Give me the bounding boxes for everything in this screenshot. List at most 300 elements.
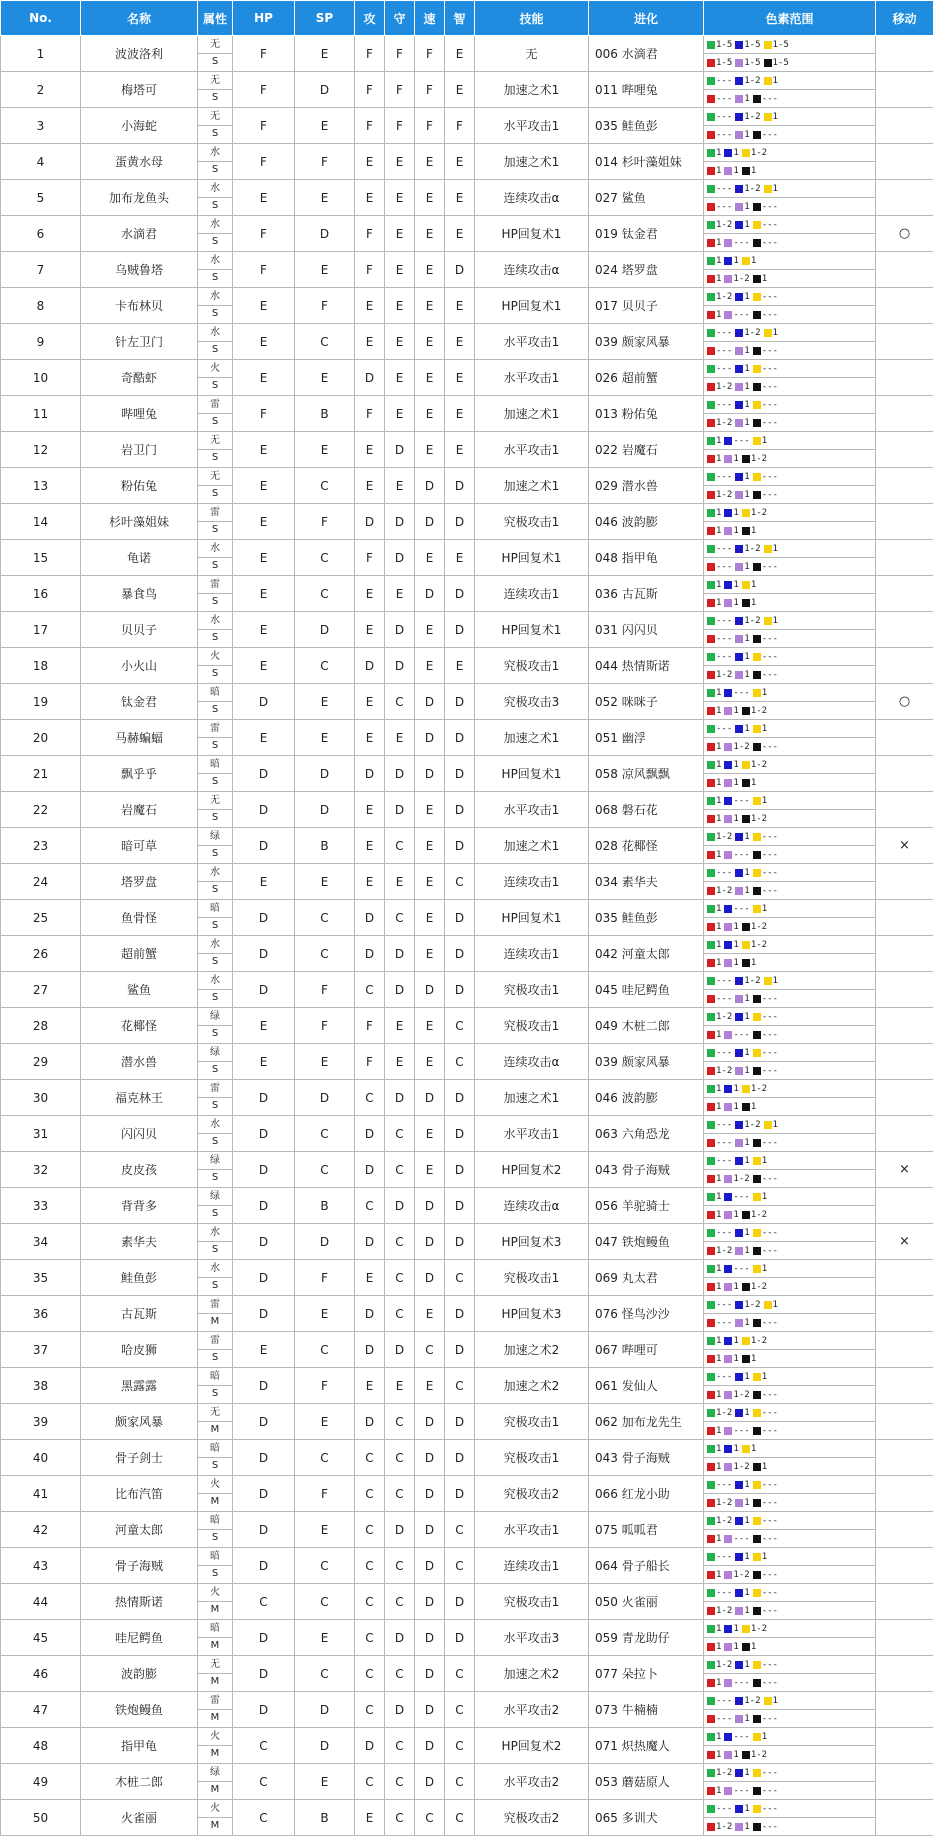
color-range-value: --- xyxy=(761,1011,778,1022)
color-range-value: --- xyxy=(716,867,733,878)
cell-hp: E xyxy=(233,432,295,468)
cell-sp: E xyxy=(295,360,355,396)
color-range-line xyxy=(704,1260,875,1278)
cell-move xyxy=(876,1116,933,1152)
color-range-line xyxy=(704,540,875,558)
cell-name: 木桩二郎 xyxy=(81,1764,198,1800)
cell-skill: 水平攻击1 xyxy=(475,324,589,360)
cell-name: 哇尼鳄鱼 xyxy=(81,1620,198,1656)
cell-color-range xyxy=(704,648,876,684)
cell-attr xyxy=(198,252,233,288)
color-range-line xyxy=(704,1152,875,1170)
cell-attr xyxy=(198,576,233,612)
cell-hp: D xyxy=(233,1296,295,1332)
color-range-value: --- xyxy=(716,327,733,338)
cell-skill: 水平攻击2 xyxy=(475,1692,589,1728)
table-body xyxy=(1,36,933,1836)
cell-name: 针左卫门 xyxy=(81,324,198,360)
cell-skill: 究极攻击1 xyxy=(475,1440,589,1476)
table-row xyxy=(1,1224,933,1260)
cell-skill: 加速之术1 xyxy=(475,396,589,432)
color-range-value: 1 xyxy=(750,1641,757,1652)
yellow-swatch xyxy=(764,113,772,121)
color-range-line xyxy=(704,1548,875,1566)
green-swatch xyxy=(707,1733,715,1741)
blue-swatch xyxy=(735,1013,743,1021)
cell-color-range xyxy=(704,108,876,144)
color-range-value: 1 xyxy=(761,1731,768,1742)
cell-skill: 连续攻击α xyxy=(475,1044,589,1080)
attr-element: 暗 xyxy=(198,1513,232,1531)
color-range-value: 1 xyxy=(716,705,722,716)
purple-swatch xyxy=(724,1283,732,1291)
cell-hp: F xyxy=(233,396,295,432)
cell-skill: 究极攻击3 xyxy=(475,684,589,720)
color-range-line xyxy=(704,666,875,683)
cell-attr xyxy=(198,972,233,1008)
cell-skill: 连续攻击α xyxy=(475,180,589,216)
cell-color-range xyxy=(704,1764,876,1800)
cell-sp: E xyxy=(295,720,355,756)
color-range-value: --- xyxy=(733,309,750,320)
table-row xyxy=(1,828,933,864)
table-row xyxy=(1,324,933,360)
color-range-value: 1-2 xyxy=(716,1821,733,1832)
cell-skill: 加速之术2 xyxy=(475,1656,589,1692)
cell-sp: F xyxy=(295,288,355,324)
color-range-line xyxy=(704,1332,875,1350)
cell-spd: D xyxy=(415,1476,445,1512)
purple-swatch xyxy=(724,455,732,463)
cell-no: 9 xyxy=(1,324,81,360)
yellow-swatch xyxy=(753,1229,761,1237)
color-range-value: 1 xyxy=(744,831,750,842)
cell-hp: D xyxy=(233,1476,295,1512)
cell-name: 福克林王 xyxy=(81,1080,198,1116)
green-swatch xyxy=(707,185,715,193)
cell-sp: E xyxy=(295,432,355,468)
cell-int: C xyxy=(445,1044,475,1080)
cell-skill: 连续攻击1 xyxy=(475,576,589,612)
purple-swatch xyxy=(735,1715,743,1723)
cell-evo: 073 牛楠楠 xyxy=(589,1692,704,1728)
cell-move xyxy=(876,1548,933,1584)
color-range-value: 1-2 xyxy=(716,417,733,428)
cell-color-range xyxy=(704,432,876,468)
cell-color-range xyxy=(704,720,876,756)
cell-move xyxy=(876,144,933,180)
purple-swatch xyxy=(735,635,743,643)
color-range-line xyxy=(704,1170,875,1187)
cell-no: 35 xyxy=(1,1260,81,1296)
purple-swatch xyxy=(724,779,732,787)
color-range-value: 1-2 xyxy=(750,705,768,716)
cell-int: C xyxy=(445,864,475,900)
purple-swatch xyxy=(735,131,743,139)
color-range-value: 1 xyxy=(716,1443,722,1454)
attr-element: 水 xyxy=(198,1117,232,1135)
cell-name: 暴食鸟 xyxy=(81,576,198,612)
cell-color-range xyxy=(704,576,876,612)
table-row xyxy=(1,1620,933,1656)
cell-move xyxy=(876,648,933,684)
color-range-value: 1 xyxy=(716,741,722,752)
cell-hp: C xyxy=(233,1584,295,1620)
color-range-value: --- xyxy=(733,435,750,446)
color-range-value: --- xyxy=(761,471,778,482)
cell-color-range xyxy=(704,324,876,360)
color-range-value: --- xyxy=(733,1731,750,1742)
cell-hp: D xyxy=(233,1188,295,1224)
attr-size: S xyxy=(211,992,219,1004)
color-range-value: 1 xyxy=(733,579,739,590)
cell-color-range xyxy=(704,1008,876,1044)
cell-name: 火雀丽 xyxy=(81,1800,198,1836)
color-range-value: 1 xyxy=(716,525,722,536)
color-range-value: 1 xyxy=(750,255,757,266)
cell-evo: 035 鲑鱼彭 xyxy=(589,900,704,936)
purple-swatch xyxy=(735,1823,743,1831)
black-swatch xyxy=(753,1535,761,1543)
color-range-value: --- xyxy=(733,1425,750,1436)
red-swatch xyxy=(707,743,715,751)
color-range-value: 1 xyxy=(744,291,750,302)
color-range-value: 1-2 xyxy=(733,741,750,752)
cell-sp: E xyxy=(295,180,355,216)
color-range-value: 1 xyxy=(716,597,722,608)
cell-int: C xyxy=(445,1548,475,1584)
cell-color-range xyxy=(704,1512,876,1548)
cell-sp: B xyxy=(295,1800,355,1836)
color-range-line xyxy=(704,1566,875,1583)
color-range-value: 1 xyxy=(761,1155,768,1166)
green-swatch xyxy=(707,1553,715,1561)
cell-spd: E xyxy=(415,144,445,180)
cell-sp: D xyxy=(295,756,355,792)
blue-swatch xyxy=(735,977,743,985)
cell-def: E xyxy=(385,576,415,612)
color-range-value: --- xyxy=(761,1137,778,1148)
cell-name: 鲨鱼 xyxy=(81,972,198,1008)
cell-name: 骨子海贼 xyxy=(81,1548,198,1584)
cell-color-range xyxy=(704,180,876,216)
cell-move xyxy=(876,36,933,72)
black-swatch xyxy=(742,815,750,823)
cell-evo: 017 贝贝子 xyxy=(589,288,704,324)
color-range-value: --- xyxy=(761,1821,778,1832)
cell-atk: C xyxy=(355,1512,385,1548)
color-range-value: --- xyxy=(716,1695,733,1706)
cell-int: D xyxy=(445,684,475,720)
cell-color-range xyxy=(704,36,876,72)
color-range-value: --- xyxy=(761,849,778,860)
color-range-value: --- xyxy=(761,1065,778,1076)
cell-attr xyxy=(198,1764,233,1800)
black-swatch xyxy=(753,1319,761,1327)
green-swatch xyxy=(707,653,715,661)
cell-evo: 061 发仙人 xyxy=(589,1368,704,1404)
purple-swatch xyxy=(724,1031,732,1039)
table-row xyxy=(1,1692,933,1728)
color-range-value: --- xyxy=(716,1587,733,1598)
blue-swatch xyxy=(724,689,732,697)
green-swatch xyxy=(707,257,715,265)
cell-name: 粉佑兔 xyxy=(81,468,198,504)
cell-def: C xyxy=(385,1152,415,1188)
table-row xyxy=(1,1656,933,1692)
cell-no: 23 xyxy=(1,828,81,864)
color-range-value: --- xyxy=(733,1263,750,1274)
cell-attr xyxy=(198,1584,233,1620)
yellow-swatch xyxy=(764,1301,772,1309)
color-range-value: 1 xyxy=(716,255,722,266)
table-row xyxy=(1,1260,933,1296)
green-swatch xyxy=(707,1445,715,1453)
color-range-value: 1 xyxy=(733,1443,739,1454)
color-range-value: 1 xyxy=(761,1551,768,1562)
table-row xyxy=(1,1548,933,1584)
color-range-value: 1 xyxy=(772,543,778,554)
cell-hp: F xyxy=(233,216,295,252)
red-swatch xyxy=(707,383,715,391)
color-range-value: --- xyxy=(716,633,733,644)
blue-swatch xyxy=(735,329,743,337)
color-range-line xyxy=(704,558,875,575)
color-range-line xyxy=(704,1764,875,1782)
attr-element: 无 xyxy=(198,793,232,811)
cell-atk: E xyxy=(355,1368,385,1404)
color-range-line xyxy=(704,1728,875,1746)
color-range-value: 1 xyxy=(761,903,768,914)
green-swatch xyxy=(707,1265,715,1273)
color-range-value: 1-2 xyxy=(716,1497,733,1508)
yellow-swatch xyxy=(753,1265,761,1273)
cell-atk: F xyxy=(355,108,385,144)
yellow-swatch xyxy=(753,293,761,301)
blue-swatch xyxy=(735,1049,743,1057)
color-range-value: 1-2 xyxy=(733,273,750,284)
cell-atk: D xyxy=(355,648,385,684)
cell-hp: D xyxy=(233,1548,295,1584)
cell-def: E xyxy=(385,1008,415,1044)
color-range-value: --- xyxy=(716,1551,733,1562)
cell-name: 古瓦斯 xyxy=(81,1296,198,1332)
color-range-value: --- xyxy=(716,1299,733,1310)
cell-def: C xyxy=(385,1800,415,1836)
cell-atk: D xyxy=(355,936,385,972)
color-range-value: 1-2 xyxy=(716,1515,733,1526)
color-range-value: 1-2 xyxy=(750,1335,768,1346)
attr-size: M xyxy=(210,1676,220,1688)
yellow-swatch xyxy=(753,1013,761,1021)
cell-skill: 连续攻击1 xyxy=(475,936,589,972)
color-range-value: --- xyxy=(761,993,778,1004)
color-range-value: --- xyxy=(716,345,733,356)
attr-size: S xyxy=(211,200,219,212)
cell-evo: 068 磐石花 xyxy=(589,792,704,828)
color-range-line xyxy=(704,612,875,630)
cell-move xyxy=(876,108,933,144)
cell-name: 哔哩兔 xyxy=(81,396,198,432)
color-range-line xyxy=(704,432,875,450)
black-swatch xyxy=(753,131,761,139)
color-range-line xyxy=(704,936,875,954)
color-range-value: 1 xyxy=(772,1695,778,1706)
cell-evo: 039 颇家风暴 xyxy=(589,324,704,360)
cell-attr xyxy=(198,1332,233,1368)
cell-int: E xyxy=(445,36,475,72)
cell-hp: E xyxy=(233,612,295,648)
cell-evo: 014 杉叶藻姐妹 xyxy=(589,144,704,180)
cell-no: 7 xyxy=(1,252,81,288)
cell-attr xyxy=(198,432,233,468)
cell-attr xyxy=(198,900,233,936)
cell-sp: C xyxy=(295,540,355,576)
color-range-value: 1 xyxy=(744,1713,750,1724)
cell-evo: 006 水滴君 xyxy=(589,36,704,72)
color-range-line xyxy=(704,54,875,71)
color-range-value: 1 xyxy=(744,669,750,680)
cell-int: D xyxy=(445,1332,475,1368)
purple-swatch xyxy=(724,743,732,751)
table-row xyxy=(1,1044,933,1080)
color-range-value: 1-2 xyxy=(716,669,733,680)
cell-atk: E xyxy=(355,684,385,720)
cell-color-range xyxy=(704,540,876,576)
table-row xyxy=(1,1800,933,1836)
cell-skill: 加速之术1 xyxy=(475,828,589,864)
cell-sp: C xyxy=(295,1440,355,1476)
color-range-line xyxy=(704,1206,875,1223)
color-range-value: --- xyxy=(761,237,778,248)
color-range-value: --- xyxy=(761,93,778,104)
color-range-line xyxy=(704,1044,875,1062)
color-range-value: 1-2 xyxy=(750,507,768,518)
cell-skill: 究极攻击1 xyxy=(475,1260,589,1296)
color-range-value: 1 xyxy=(716,1461,722,1472)
color-range-line xyxy=(704,846,875,863)
cell-name: 乌贼鲁塔 xyxy=(81,252,198,288)
cell-skill: 究极攻击2 xyxy=(475,1800,589,1836)
cell-int: C xyxy=(445,1008,475,1044)
cell-name: 蛋黄水母 xyxy=(81,144,198,180)
blue-swatch xyxy=(735,1157,743,1165)
cell-int: D xyxy=(445,756,475,792)
table-row xyxy=(1,540,933,576)
color-range-value: 1-2 xyxy=(733,1173,750,1184)
cell-move xyxy=(876,1404,933,1440)
purple-swatch xyxy=(735,563,743,571)
cell-int: E xyxy=(445,648,475,684)
color-range-line xyxy=(704,1386,875,1403)
cell-move xyxy=(876,1800,933,1836)
cell-hp: D xyxy=(233,936,295,972)
yellow-swatch xyxy=(753,1157,761,1165)
color-range-value: --- xyxy=(761,399,778,410)
cell-atk: D xyxy=(355,1116,385,1152)
attr-element: 暗 xyxy=(198,757,232,775)
cell-hp: D xyxy=(233,756,295,792)
cell-sp: E xyxy=(295,1764,355,1800)
purple-swatch xyxy=(735,1607,743,1615)
black-swatch xyxy=(753,239,761,247)
cell-skill: HP回复术1 xyxy=(475,900,589,936)
color-range-value: 1 xyxy=(772,75,778,86)
cell-no: 47 xyxy=(1,1692,81,1728)
cell-int: D xyxy=(445,1116,475,1152)
purple-swatch xyxy=(724,923,732,931)
color-range-value: 1-2 xyxy=(716,1407,733,1418)
cell-spd: E xyxy=(415,612,445,648)
cell-sp: F xyxy=(295,1476,355,1512)
cell-def: D xyxy=(385,1620,415,1656)
color-range-value: 1 xyxy=(744,1605,750,1616)
color-range-value: 1 xyxy=(733,255,739,266)
color-range-value: 1 xyxy=(750,525,757,536)
cell-no: 49 xyxy=(1,1764,81,1800)
color-range-value: 1 xyxy=(733,1335,739,1346)
color-range-value: 1 xyxy=(744,867,750,878)
blue-swatch xyxy=(735,1481,743,1489)
cell-no: 29 xyxy=(1,1044,81,1080)
header-spd: 速 xyxy=(415,1,445,36)
cell-evo: 065 多训犬 xyxy=(589,1800,704,1836)
cell-name: 波韵膨 xyxy=(81,1656,198,1692)
attr-element: 水 xyxy=(198,865,232,883)
cell-color-range xyxy=(704,1368,876,1404)
cell-skill: HP回复术3 xyxy=(475,1224,589,1260)
blue-swatch xyxy=(735,221,743,229)
cell-no: 2 xyxy=(1,72,81,108)
cell-spd: E xyxy=(415,1008,445,1044)
attr-size: S xyxy=(211,416,219,428)
color-range-value: 1 xyxy=(716,1389,722,1400)
cell-color-range xyxy=(704,1116,876,1152)
cell-def: C xyxy=(385,1224,415,1260)
color-range-value: --- xyxy=(733,1677,750,1688)
cell-int: C xyxy=(445,1368,475,1404)
color-range-line xyxy=(704,288,875,306)
attr-size: S xyxy=(211,884,219,896)
attr-element: 火 xyxy=(198,1729,232,1747)
cell-no: 26 xyxy=(1,936,81,972)
color-range-line xyxy=(704,1116,875,1134)
cell-evo: 069 丸太君 xyxy=(589,1260,704,1296)
color-range-value: --- xyxy=(761,1677,778,1688)
cell-spd: E xyxy=(415,1044,445,1080)
color-range-value: --- xyxy=(761,1803,778,1814)
color-range-value: 1 xyxy=(716,1533,722,1544)
attr-element: 水 xyxy=(198,289,232,307)
cell-sp: F xyxy=(295,1008,355,1044)
color-range-value: 1 xyxy=(772,183,778,194)
yellow-swatch xyxy=(753,653,761,661)
table-row xyxy=(1,1512,933,1548)
green-swatch xyxy=(707,833,715,841)
cell-atk: D xyxy=(355,1152,385,1188)
header-color: 色素范围 xyxy=(704,1,876,36)
color-range-line xyxy=(704,738,875,755)
color-range-value: 1 xyxy=(744,1047,750,1058)
color-range-value: 1 xyxy=(733,921,739,932)
table-row xyxy=(1,1404,933,1440)
cell-sp: E xyxy=(295,1620,355,1656)
header-move: 移动 xyxy=(876,1,933,36)
cell-spd: D xyxy=(415,1188,445,1224)
purple-swatch xyxy=(724,275,732,283)
cell-no: 3 xyxy=(1,108,81,144)
red-swatch xyxy=(707,239,715,247)
